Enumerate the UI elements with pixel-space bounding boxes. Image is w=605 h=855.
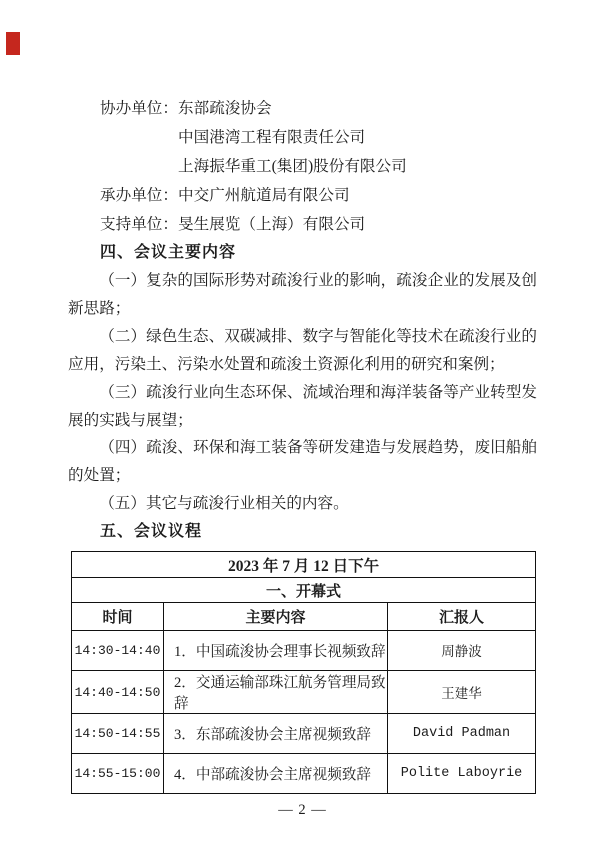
supporter-value: 旻生展览（上海）有限公司 xyxy=(178,216,366,233)
undertaker-label: 承办单位： xyxy=(100,187,178,204)
supporter-row xyxy=(100,210,537,239)
agenda-table xyxy=(71,551,536,794)
agenda-row-4 xyxy=(72,754,536,794)
agenda-row-1 xyxy=(72,631,536,671)
agenda-time: 14:30-14:40 xyxy=(72,631,164,671)
agenda-content: 1．中国疏浚协会理事长视频致辞 xyxy=(164,631,388,671)
co-organizer-value: 中国港湾工程有限责任公司 xyxy=(178,129,366,146)
co-organizer-values xyxy=(178,94,407,181)
agenda-speaker: 周静波 xyxy=(388,631,536,671)
agenda-content: 2．交通运输部珠江航务管理局致辞 xyxy=(164,671,388,714)
agenda-content: 4．中部疏浚协会主席视频致辞 xyxy=(164,754,388,794)
column-header-time: 时间 xyxy=(72,603,164,631)
agenda-speaker: Polite Laboyrie xyxy=(388,754,536,794)
footer-page-number: — 2 — xyxy=(278,802,327,818)
undertaker-row xyxy=(100,181,537,210)
agenda-speaker: David Padman xyxy=(388,714,536,754)
agenda-time: 14:40-14:50 xyxy=(72,671,164,714)
section-5-heading: 五、会议议程 xyxy=(100,523,203,541)
document-body xyxy=(68,94,537,794)
co-organizer-row xyxy=(100,94,537,181)
agenda-speaker: 王建华 xyxy=(388,671,536,714)
co-organizer-label: 协办单位： xyxy=(100,100,178,117)
agenda-time: 14:50-14:55 xyxy=(72,714,164,754)
column-header-content: 主要内容 xyxy=(164,603,388,631)
undertaker-value: 中交广州航道局有限公司 xyxy=(178,187,350,204)
section-4-item-2: （二）绿色生态、双碳减排、数字与智能化等技术在疏浚行业的应用，污染土、污染水处置和疏浚土资源化利用的研究和案例； xyxy=(68,327,537,373)
column-header-speaker: 汇报人 xyxy=(388,603,536,631)
co-organizer-value: 上海振华重工(集团)股份有限公司 xyxy=(178,158,407,175)
agenda-session-header: 一、开幕式 xyxy=(72,578,536,603)
section-4-item-3: （三）疏浚行业向生态环保、流域治理和海洋装备等产业转型发展的实践与展望； xyxy=(68,383,537,429)
agenda-row-3 xyxy=(72,714,536,754)
agenda-column-header-row xyxy=(72,603,536,631)
section-4-item-1: （一）复杂的国际形势对疏浚行业的影响，疏浚企业的发展及创新思路； xyxy=(68,272,537,317)
agenda-row-2 xyxy=(72,671,536,714)
agenda-date-header: 2023 年 7 月 12 日下午 xyxy=(72,552,536,578)
section-4-item-4: （四）疏浚、环保和海工装备等研发建造与发展趋势，废旧船舶的处置； xyxy=(68,439,537,485)
supporter-label: 支持单位： xyxy=(100,216,178,233)
agenda-date-row xyxy=(72,552,536,578)
section-4-item-5: （五）其它与疏浚行业相关的内容。 xyxy=(99,495,349,513)
red-stamp-mark xyxy=(6,32,20,55)
section-4-heading: 四、会议主要内容 xyxy=(100,244,237,261)
agenda-session-row xyxy=(72,578,536,603)
co-organizer-value: 东部疏浚协会 xyxy=(178,100,272,117)
agenda-time: 14:55-15:00 xyxy=(72,754,164,794)
agenda-content: 3．东部疏浚协会主席视频致辞 xyxy=(164,714,388,754)
